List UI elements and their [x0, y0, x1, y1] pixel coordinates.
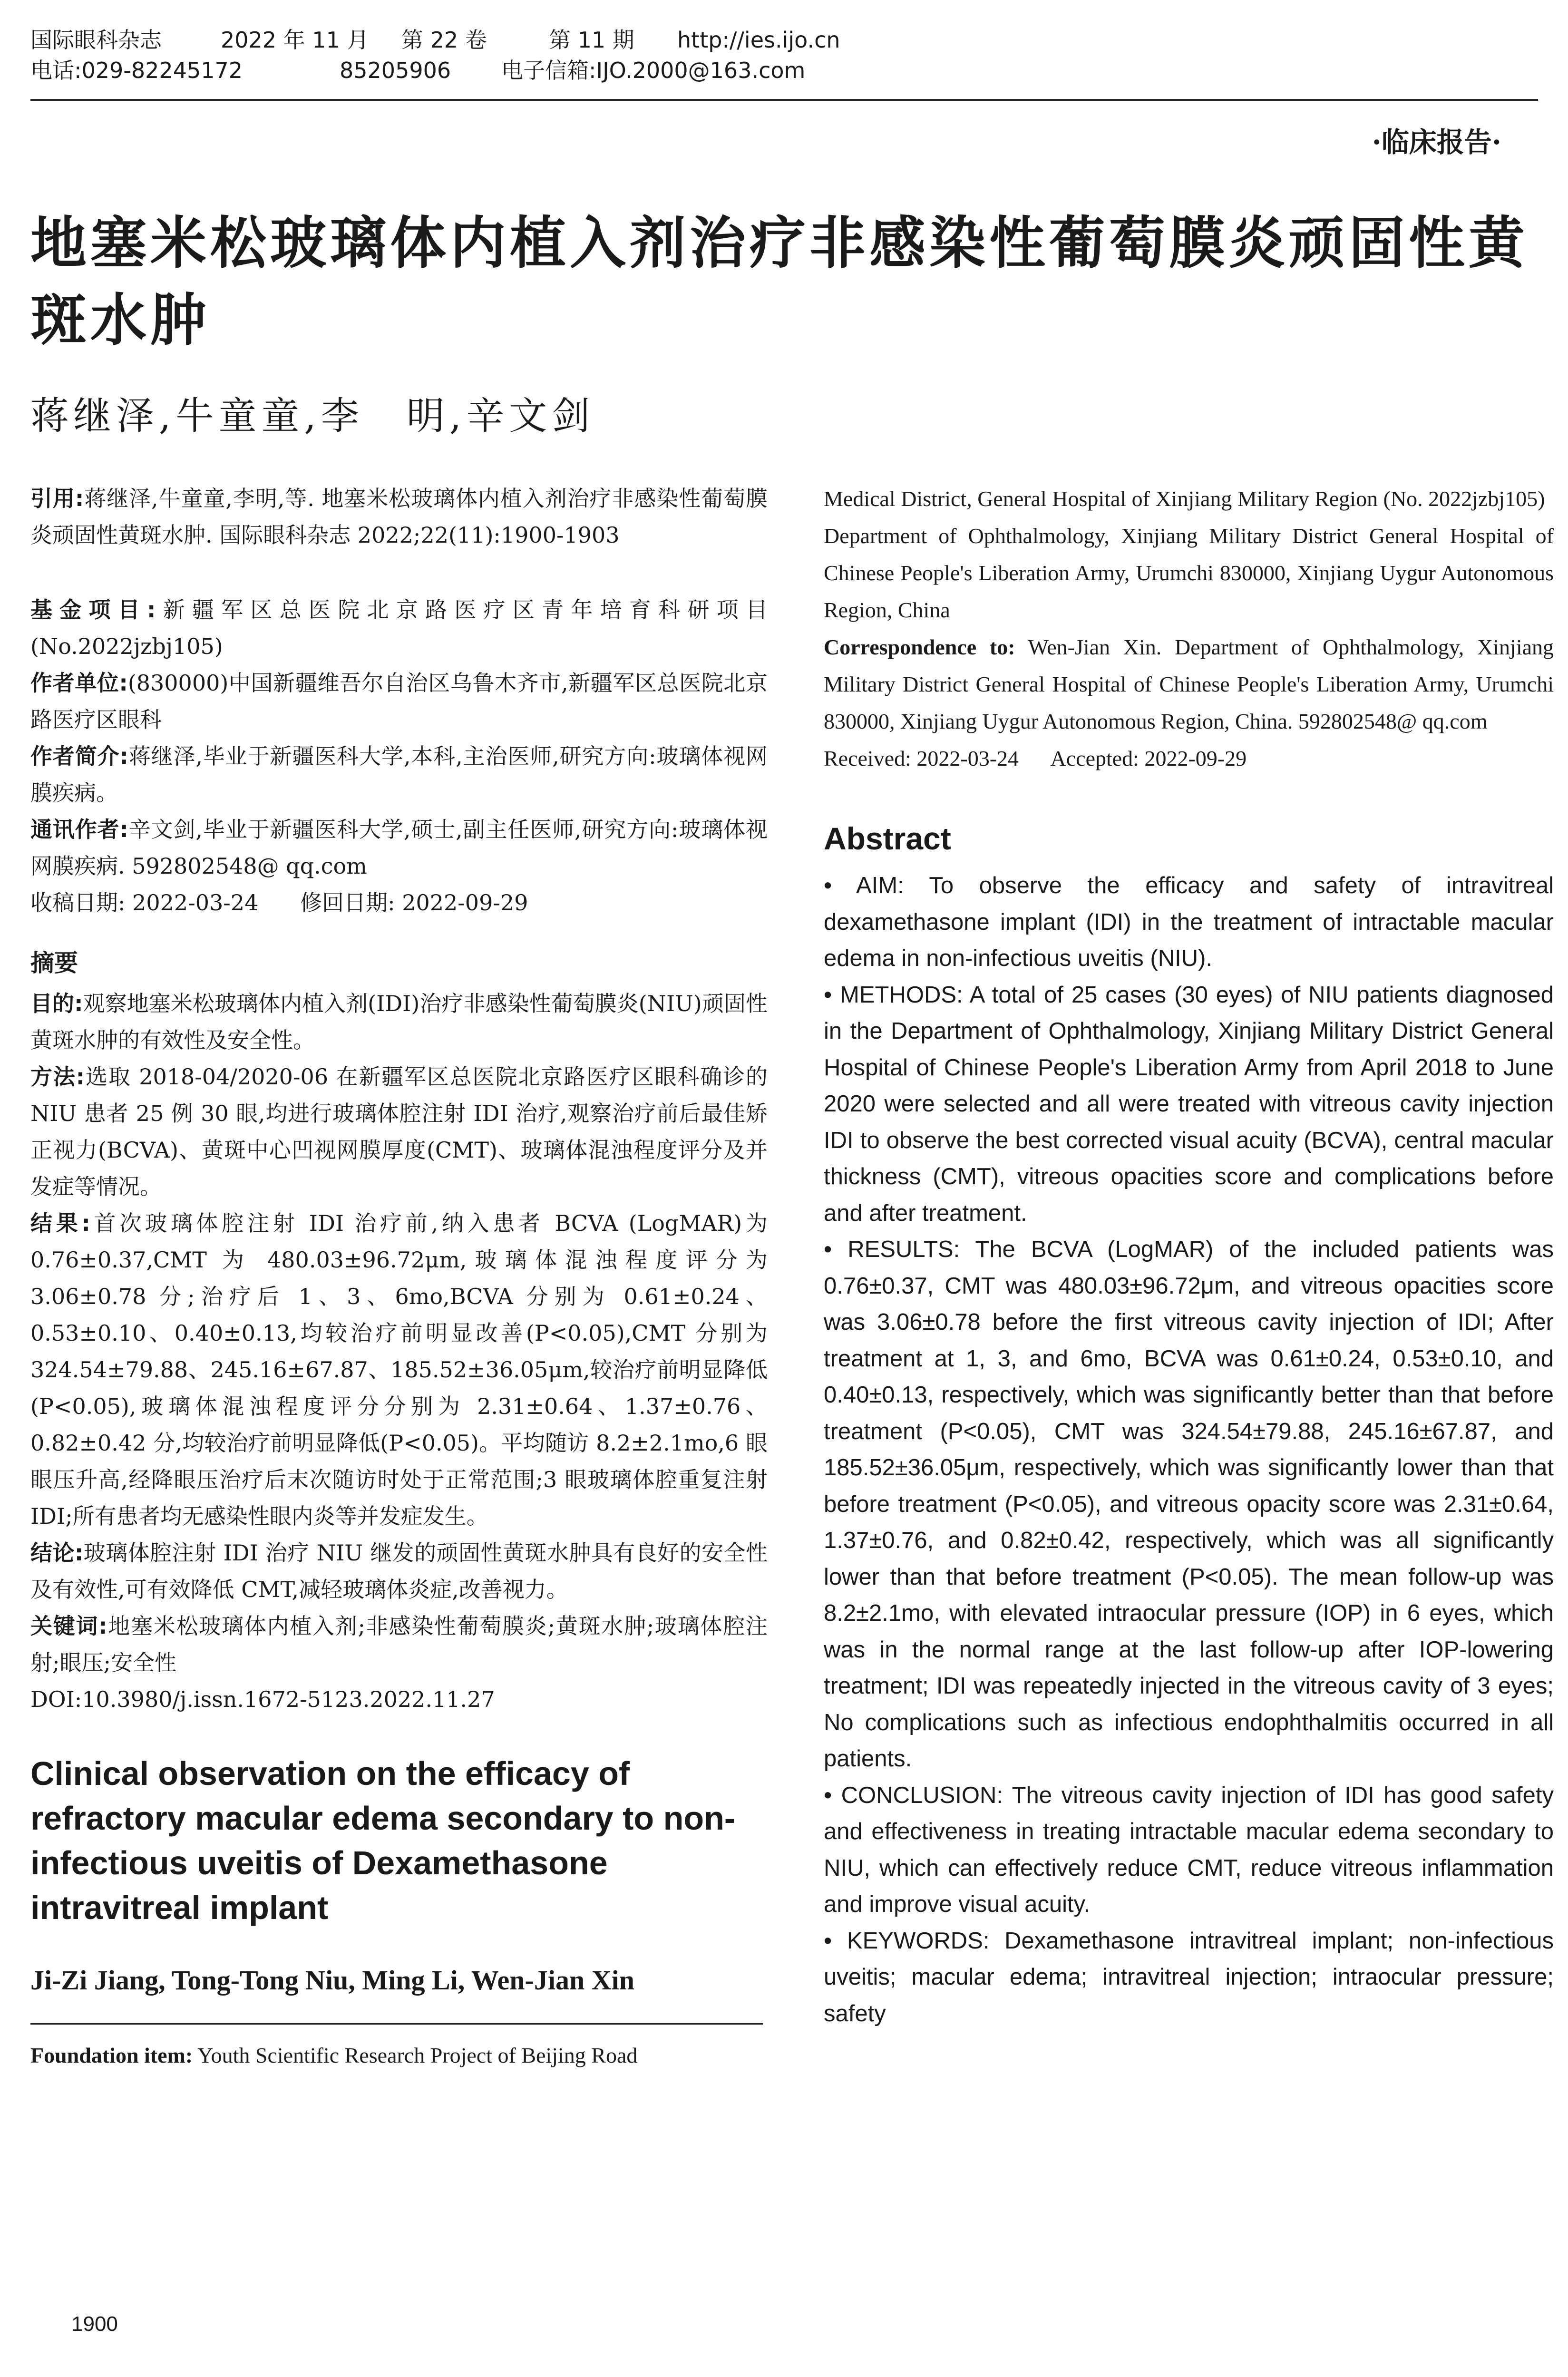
author-bio: 作者简介:蒋继泽,毕业于新疆医科大学,本科,主治医师,研究方向:玻璃体视网膜疾病。 [30, 743, 768, 806]
article-title-en: Clinical observation on the efficacy of refractory macular edema secondary to non-infectious uveitis of Dexamethasone intravitreal implant [30, 1755, 736, 1926]
abstract-conclusion-en: • CONCLUSION: The vitreous cavity injection of IDI has good safety and effectiveness in treating intractable macular edema secondary to NIU, which can effectively reduce CMT, reduce vitreous inflammation and improve visual acuity. [824, 1782, 1554, 1917]
corresponding-author: 通讯作者:辛文剑,毕业于新疆医科大学,硕士,副主任医师,研究方向:玻璃体视网膜疾病. 592802548@ qq.com [30, 817, 768, 879]
abstract-methods-cn: 方法:选取 2018-04/2020-06 在新疆军区总医院北京路医疗区眼科确诊的 NIU 患者 25 例 30 眼,均进行玻璃体腔注射 IDI 治疗,观察治疗前后最佳矫正视力(BCVA)、黄斑中心凹视网膜厚度(CMT)、玻璃体混浊程度评分及并发症等情况。 [30, 1064, 768, 1199]
right-column [824, 480, 1554, 2032]
department: Department of Ophthalmology, Xinjiang Military District General Hospital of Chinese People's Liberation Army, Urumchi 830000, Xinjiang Uygur Autonomous Region, China [824, 524, 1554, 622]
journal-url[interactable]: http://ies.ijo.cn [677, 27, 840, 53]
issue: 第 11 期 [549, 27, 634, 53]
foundation-continued: Medical District, General Hospital of Xinjiang Military Region (No. 2022jzbj105) [824, 487, 1545, 511]
citation: 引用:蒋继泽,牛童童,李明,等. 地塞米松玻璃体内植入剂治疗非感染性葡萄膜炎顽固性黄斑水肿. 国际眼科杂志 2022;22(11):1900-1903 [30, 486, 768, 548]
section-tag: ·临床报告· [1372, 126, 1501, 158]
abstract-heading-cn: 摘要 [30, 949, 78, 977]
abstract-heading-en: Abstract [824, 821, 951, 856]
left-column [30, 480, 768, 2072]
doi[interactable]: DOI:10.3980/j.issn.1672-5123.2022.11.27 [30, 1686, 495, 1712]
journal-name: 国际眼科杂志 [30, 27, 162, 53]
header-rule [30, 99, 1538, 101]
journal-masthead [30, 25, 1538, 86]
keywords-en: • KEYWORDS: Dexamethasone intravitreal implant; non-infectious uveitis; macular edema; intravitreal injection; intraocular pressure; safety [824, 1928, 1554, 2026]
authors-cn: 蒋继泽,牛童童,李 明,辛文剑 [30, 394, 595, 438]
dates-cn: 收稿日期: 2022-03-24 修回日期: 2022-09-29 [30, 890, 528, 916]
phone-2: 85205906 [340, 58, 451, 83]
author-unit: 作者单位:(830000)中国新疆维吾尔自治区乌鲁木齐市,新疆军区总医院北京路医疗区眼科 [30, 670, 768, 732]
abstract-methods-en: • METHODS: A total of 25 cases (30 eyes) of NIU patients diagnosed in the Department of Ophthalmology, Xinjiang Military District General Hospital of Chinese People's Liberation Army from April 2018 to June 2020 were selected and all were treated with vitreous cavity injection IDI to observe the best corrected visual acuity (BCVA), central macular thickness (CMT), vitreous opacities score and complications before and after treatment. [824, 982, 1554, 1226]
footnote-rule [30, 2023, 763, 2025]
abstract-aim-cn: 目的:观察地塞米松玻璃体内植入剂(IDI)治疗非感染性葡萄膜炎(NIU)顽固性黄斑水肿的有效性及安全性。 [30, 991, 768, 1053]
page-number: 1900 [71, 2312, 118, 2336]
fund-info: 基金项目:新疆军区总医院北京路医疗区青年培育科研项目(No.2022jzbj105) [30, 597, 768, 659]
abstract-aim-en: • AIM: To observe the efficacy and safety of intravitreal dexamethasone implant (IDI) in the treatment of intractable macular edema in non-infectious uveitis (NIU). [824, 873, 1554, 971]
dates-en: Received: 2022-03-24 Accepted: 2022-09-29 [824, 746, 1247, 770]
foundation-item: Foundation item: Youth Scientific Research Project of Beijing Road [30, 2043, 638, 2067]
phone: 电话:029-82245172 [30, 58, 243, 83]
authors-en: Ji-Zi Jiang, Tong-Tong Niu, Ming Li, Wen-Jian Xin [30, 1965, 634, 1996]
correspondence-en: Correspondence to: Wen-Jian Xin. Department of Ophthalmology, Xinjiang Military District General Hospital of Chinese People's Liberation Army, Urumchi 830000, Xinjiang Uygur Autonomous Region, China. 592802548@ qq.com [824, 635, 1554, 733]
article-title-cn: 地塞米松玻璃体内植入剂治疗非感染性葡萄膜炎顽固性黄斑水肿 [30, 210, 1529, 353]
keywords-cn: 关键词:地塞米松玻璃体内植入剂;非感染性葡萄膜炎;黄斑水肿;玻璃体腔注射;眼压;安全性 [30, 1613, 768, 1676]
issue-date: 2022 年 11 月 [221, 27, 369, 53]
abstract-results-cn: 结果:首次玻璃体腔注射 IDI 治疗前,纳入患者 BCVA (LogMAR)为 0.76±0.37,CMT 为 480.03±96.72μm,玻璃体混浊程度评分为 3.06±0.78 分;治疗后 1、3、6mo,BCVA 分别为 0.61±0.24、0.53±0.10、0.40±0.13,均较治疗前明显改善(P<0.05),CMT 分别为 324.54±79.88、245.16±67.87、185.52±36.05μm,较治疗前明显降低(P<0.05),玻璃体混浊程度评分分别为 2.31±0.64、1.37±0.76、0.82±0.42 分,均较治疗前明显降低(P<0.05)。平均随访 8.2±2.1mo,6 眼眼压升高,经降眼压治疗后末次随访时处于正常范围;3 眼玻璃体腔重复注射 IDI;所有患者均无感染性眼内炎等并发症发生。 [30, 1210, 768, 1529]
abstract-results-en: • RESULTS: The BCVA (LogMAR) of the included patients was 0.76±0.37, CMT was 480.03±96.72μm, and vitreous opacities score was 3.06±0.78 before the first vitreous cavity injection of IDI; After treatment at 1, 3, and 6mo, BCVA was 0.61±0.24, 0.53±0.10, and 0.40±0.13, respectively, which was significantly better than that before treatment (P<0.05), CMT was 324.54±79.88, 245.16±67.87, and 185.52±36.05μm, respectively, which was significantly lower than that before treatment (P<0.05), and vitreous opacity score was 2.31±0.64, 1.37±0.76, and 0.82±0.42, respectively, which was all significantly lower than that before treatment (P<0.05). The mean follow-up was 8.2±2.1mo, with elevated intraocular pressure (IOP) in 6 eyes, which was in the normal range at the last follow-up after IOP-lowering treatment; IDI was repeatedly injected in the vitreous cavity of 3 eyes; No complications such as infectious endophthalmitis occurred in all patients. [824, 1237, 1554, 1772]
abstract-conclusion-cn: 结论:玻璃体腔注射 IDI 治疗 NIU 继发的顽固性黄斑水肿具有良好的安全性及有效性,可有效降低 CMT,减轻玻璃体炎症,改善视力。 [30, 1540, 768, 1602]
journal-email: 电子信箱:IJO.2000@163.com [501, 58, 806, 83]
volume: 第 22 卷 [401, 27, 487, 53]
